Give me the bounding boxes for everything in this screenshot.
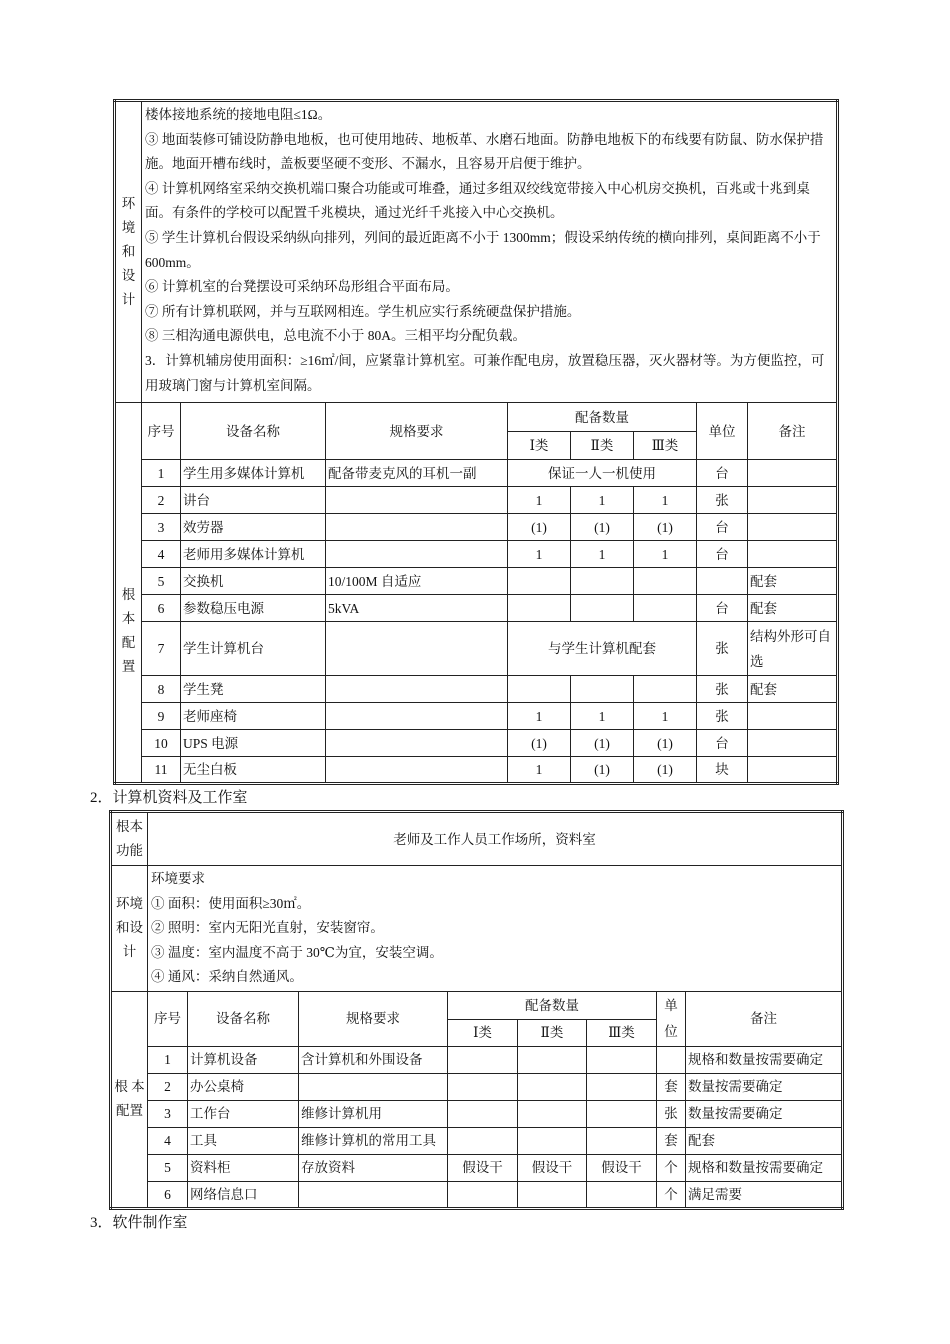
cell-unit	[657, 1046, 686, 1073]
table-row	[115, 676, 838, 703]
cell-note: 结构外形可自选	[748, 622, 838, 676]
cell-q1	[448, 1073, 518, 1100]
env-design-text: 楼体接地系统的接地电阻≤1Ω。 ③ 地面装修可铺设防静电地板，也可使用地砖、地板革、水磨石地面。防静电地板下的布线要有防鼠、防水保护措施。地面开槽布线时，盖板要坚硬不变形、不漏水，且容易开启便于维护。 ④ 计算机网络室采纳交换机端口聚合功能或可堆叠，通过多组双绞线宽带接入中心机房交换机，百兆或十兆到桌面。有条件的学校可以配置千兆模块，通过光纤千兆接入中心交换机。 ⑤ 学生计算机台假设采纳纵向排列，列间的最近距离不小于 1300mm；假设采纳传统的横向排列，桌间距离不小于 600mm。 ⑥ 计算机室的台凳摆设可采纳环岛形组合平面布局。 ⑦ 所有计算机联网，并与互联网相连。学生机应实行系统硬盘保护措施。 ⑧ 三相沟通电源供电，总电流不小于 80A。三相平均分配负载。 3．计算机辅房使用面积：≥16㎡/间，应紧靠计算机室。可兼作配电房，放置稳压器，灭火器材等。为方便监控，可用玻璃门窗与计算机室间隔。	[142, 101, 838, 403]
cell-seq: 10	[142, 730, 181, 757]
cell-seq: 6	[148, 1181, 188, 1208]
cell-name: 资料柜	[188, 1154, 299, 1181]
resource-room-table	[109, 810, 844, 1210]
col-header-unit: 单位	[657, 991, 686, 1046]
cell-q2: 1	[571, 703, 634, 730]
cell-q1: 1	[508, 541, 571, 568]
cell-seq: 3	[142, 514, 181, 541]
env-design-label: 环 境 和 设 计	[115, 101, 142, 403]
cell-seq: 11	[142, 757, 181, 784]
cell-q2	[518, 1100, 587, 1127]
cell-q1	[448, 1127, 518, 1154]
cell-note: 数量按需要确定	[686, 1100, 843, 1127]
col-header-class2: Ⅱ类	[518, 1019, 587, 1046]
cell-q2: (1)	[571, 730, 634, 757]
cell-q2	[518, 1127, 587, 1154]
cell-note: 规格和数量按需要确定	[686, 1046, 843, 1073]
cell-q1: (1)	[508, 514, 571, 541]
cell-spec: 存放资料	[299, 1154, 448, 1181]
cell-q3	[587, 1046, 657, 1073]
basic-config-label: 根 本 配置	[111, 991, 148, 1208]
table-row	[115, 541, 838, 568]
cell-qty-merged: 保证一人一机使用	[508, 460, 697, 487]
cell-note: 满足需要	[686, 1181, 843, 1208]
cell-unit: 张	[697, 487, 748, 514]
cell-unit: 张	[697, 622, 748, 676]
cell-unit: 套	[657, 1127, 686, 1154]
cell-q2	[571, 568, 634, 595]
cell-q3: 1	[634, 487, 697, 514]
cell-unit: 张	[697, 703, 748, 730]
cell-spec	[326, 757, 508, 784]
col-header-unit: 单位	[697, 403, 748, 460]
col-header-note: 备注	[686, 991, 843, 1046]
table-row	[115, 757, 838, 784]
cell-note	[748, 460, 838, 487]
env-design-text: 环境要求 ① 面积：使用面积≥30㎡。 ② 照明：室内无阳光直射，安装窗帘。 ③ 温度：室内温度不高于 30℃为宜，安装空调。 ④ 通风：采纳自然通风。	[148, 866, 843, 992]
cell-q2	[518, 1046, 587, 1073]
table-row	[115, 568, 838, 595]
table-row	[111, 1127, 843, 1154]
cell-q2: (1)	[571, 514, 634, 541]
col-header-seq: 序号	[142, 403, 181, 460]
section-heading: 2．计算机资料及工作室	[90, 790, 248, 806]
cell-q1	[448, 1100, 518, 1127]
cell-spec	[326, 622, 508, 676]
col-header-name: 设备名称	[188, 991, 299, 1046]
cell-seq: 5	[142, 568, 181, 595]
lab-spec-table	[113, 99, 839, 785]
cell-q3	[634, 676, 697, 703]
cell-name: 讲台	[181, 487, 326, 514]
cell-name: 学生计算机台	[181, 622, 326, 676]
cell-name: UPS 电源	[181, 730, 326, 757]
cell-note	[748, 757, 838, 784]
col-header-class1: Ⅰ类	[508, 432, 571, 460]
cell-q1: 假设干	[448, 1154, 518, 1181]
cell-q3	[587, 1073, 657, 1100]
cell-spec: 维修计算机用	[299, 1100, 448, 1127]
cell-seq: 6	[142, 595, 181, 622]
cell-spec	[326, 487, 508, 514]
cell-unit: 台	[697, 541, 748, 568]
cell-name: 网络信息口	[188, 1181, 299, 1208]
cell-unit: 张	[697, 676, 748, 703]
cell-seq: 5	[148, 1154, 188, 1181]
table-row	[111, 1100, 843, 1127]
table-row	[115, 514, 838, 541]
cell-spec	[326, 541, 508, 568]
cell-unit: 个	[657, 1154, 686, 1181]
cell-spec	[326, 703, 508, 730]
cell-note: 配套	[748, 595, 838, 622]
cell-note	[748, 730, 838, 757]
cell-unit: 台	[697, 595, 748, 622]
cell-name: 学生用多媒体计算机	[181, 460, 326, 487]
cell-q1: 1	[508, 703, 571, 730]
cell-note: 配套	[686, 1127, 843, 1154]
cell-q2: (1)	[571, 757, 634, 784]
cell-q1	[508, 676, 571, 703]
cell-q3	[587, 1100, 657, 1127]
cell-name: 工具	[188, 1127, 299, 1154]
cell-name: 办公桌椅	[188, 1073, 299, 1100]
col-header-class3: Ⅲ类	[634, 432, 697, 460]
cell-spec: 10/100M 自适应	[326, 568, 508, 595]
cell-note: 数量按需要确定	[686, 1073, 843, 1100]
cell-name: 效劳器	[181, 514, 326, 541]
col-header-spec: 规格要求	[299, 991, 448, 1046]
cell-spec: 5kVA	[326, 595, 508, 622]
cell-name: 学生凳	[181, 676, 326, 703]
cell-name: 工作台	[188, 1100, 299, 1127]
col-header-qty: 配备数量	[448, 991, 657, 1019]
cell-unit: 块	[697, 757, 748, 784]
cell-q3: 假设干	[587, 1154, 657, 1181]
table-row	[111, 1181, 843, 1208]
cell-spec	[326, 676, 508, 703]
cell-q2	[518, 1073, 587, 1100]
basic-function-text: 老师及工作人员工作场所，资料室	[148, 812, 843, 866]
cell-q2: 1	[571, 487, 634, 514]
cell-q2	[571, 595, 634, 622]
cell-seq: 3	[148, 1100, 188, 1127]
cell-note: 配套	[748, 676, 838, 703]
env-design-label: 环境 和设 计	[111, 866, 148, 992]
cell-q3	[587, 1127, 657, 1154]
cell-spec: 含计算机和外围设备	[299, 1046, 448, 1073]
cell-q3: 1	[634, 541, 697, 568]
col-header-class1: Ⅰ类	[448, 1019, 518, 1046]
section-heading: 3．软件制作室	[90, 1215, 188, 1231]
cell-note	[748, 703, 838, 730]
cell-seq: 4	[142, 541, 181, 568]
cell-name: 计算机设备	[188, 1046, 299, 1073]
cell-q1	[508, 595, 571, 622]
cell-name: 参数稳压电源	[181, 595, 326, 622]
col-header-class3: Ⅲ类	[587, 1019, 657, 1046]
col-header-qty: 配备数量	[508, 403, 697, 432]
basic-config-label: 根 本 配 置	[115, 403, 142, 784]
table-row	[111, 1154, 843, 1181]
cell-q1	[448, 1181, 518, 1208]
col-header-seq: 序号	[148, 991, 188, 1046]
cell-unit: 台	[697, 514, 748, 541]
cell-q1: 1	[508, 757, 571, 784]
cell-q3: (1)	[634, 730, 697, 757]
cell-unit	[697, 568, 748, 595]
cell-seq: 1	[142, 460, 181, 487]
cell-name: 无尘白板	[181, 757, 326, 784]
cell-seq: 7	[142, 622, 181, 676]
cell-name: 老师座椅	[181, 703, 326, 730]
cell-note	[748, 487, 838, 514]
cell-q3: (1)	[634, 514, 697, 541]
cell-qty-merged: 与学生计算机配套	[508, 622, 697, 676]
col-header-name: 设备名称	[181, 403, 326, 460]
cell-spec	[299, 1073, 448, 1100]
cell-seq: 2	[148, 1073, 188, 1100]
col-header-spec: 规格要求	[326, 403, 508, 460]
cell-unit: 张	[657, 1100, 686, 1127]
basic-function-label: 根本 功能	[111, 812, 148, 866]
cell-seq: 1	[148, 1046, 188, 1073]
cell-spec: 维修计算机的常用工具	[299, 1127, 448, 1154]
cell-note	[748, 541, 838, 568]
cell-note: 规格和数量按需要确定	[686, 1154, 843, 1181]
table-row	[115, 622, 838, 676]
cell-q1	[508, 568, 571, 595]
cell-seq: 8	[142, 676, 181, 703]
cell-note: 配套	[748, 568, 838, 595]
table-row	[111, 1073, 843, 1100]
table-row	[115, 595, 838, 622]
cell-q3	[587, 1181, 657, 1208]
table-row	[115, 703, 838, 730]
table-row	[115, 460, 838, 487]
cell-spec: 配备带麦克风的耳机一副	[326, 460, 508, 487]
cell-unit: 个	[657, 1181, 686, 1208]
cell-spec	[299, 1181, 448, 1208]
cell-name: 老师用多媒体计算机	[181, 541, 326, 568]
table-row	[111, 1046, 843, 1073]
cell-spec	[326, 730, 508, 757]
cell-seq: 9	[142, 703, 181, 730]
table-row	[115, 730, 838, 757]
col-header-class2: Ⅱ类	[571, 432, 634, 460]
cell-q3: 1	[634, 703, 697, 730]
cell-q2: 假设干	[518, 1154, 587, 1181]
cell-q3	[634, 595, 697, 622]
col-header-note: 备注	[748, 403, 838, 460]
cell-q2	[571, 676, 634, 703]
cell-q1: (1)	[508, 730, 571, 757]
cell-name: 交换机	[181, 568, 326, 595]
cell-unit: 台	[697, 460, 748, 487]
cell-q2	[518, 1181, 587, 1208]
cell-seq: 4	[148, 1127, 188, 1154]
cell-note	[748, 514, 838, 541]
cell-q3: (1)	[634, 757, 697, 784]
cell-unit: 套	[657, 1073, 686, 1100]
cell-q1: 1	[508, 487, 571, 514]
cell-spec	[326, 514, 508, 541]
cell-seq: 2	[142, 487, 181, 514]
cell-q1	[448, 1046, 518, 1073]
cell-q2: 1	[571, 541, 634, 568]
cell-q3	[634, 568, 697, 595]
cell-unit: 台	[697, 730, 748, 757]
table-row	[115, 487, 838, 514]
